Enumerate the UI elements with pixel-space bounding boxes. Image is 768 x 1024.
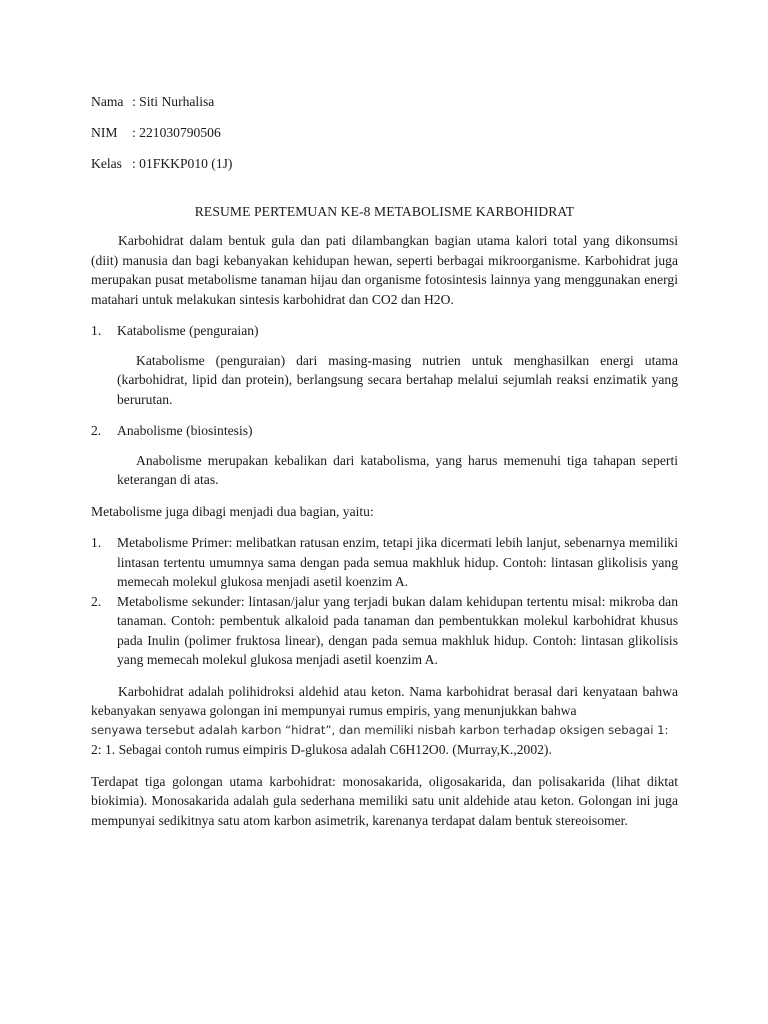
document-title: RESUME PERTEMUAN KE-8 METABOLISME KARBOHIDRAT <box>194 203 575 219</box>
list-item <box>91 533 678 592</box>
polyhydroxy-line-3: 2: 1. Sebagai contoh rumus eimpiris D-glukosa adalah C6H12O0. (Murray,K.,2002). <box>91 742 552 757</box>
name-value: : Siti Nurhalisa <box>132 94 215 109</box>
anabolism-paragraph: Anabolisme merupakan kebalikan dari katabolisma, yang harus memenuhi tiga tahapan seperti keterangan di atas. <box>117 452 678 487</box>
polyhydroxy-line-2: senyawa tersebut adalah karbon “hidrat”, dan memiliki nisbah karbon terhadap oksigen sebagai 1: <box>91 722 669 737</box>
polyhydroxy-line-1: Karbohidrat adalah polihidroksi aldehid atau keton. Nama karbohidrat berasal dari kenyataan bahwa kebanyakan senyawa golongan ini mempunyai rumus empiris, yang menunjukkan bahwa <box>91 683 678 718</box>
catabolism-item <box>91 321 678 409</box>
document-page <box>91 92 678 830</box>
name-label: Nama <box>91 94 124 109</box>
identity-nim-row <box>91 123 678 143</box>
division-intro: Metabolisme juga dibagi menjadi dua bagian, yaitu: <box>91 503 374 519</box>
list-heading: Katabolisme (penguraian) <box>117 323 259 338</box>
class-label: Kelas <box>91 156 122 171</box>
list-heading: Anabolisme (biosintesis) <box>117 423 253 438</box>
identity-name-row <box>91 92 678 112</box>
polyhydroxy-paragraph <box>91 682 678 760</box>
list-number: 2. <box>91 593 102 609</box>
intro-paragraph: Karbohidrat dalam bentuk gula dan pati dilambangkan bagian utama kalori total yang dikonsumsi (diit) manusia dan bagi kebanyakan kehidupan hewan, seperti berbagai mikroorganisme. Karbohidrat juga merupakan pusat metabolisme tanaman hijau dan organisme fotosintesis lainnya yang menggunakan energi matahari untuk melakukan sintesis karbohidrat dan CO2 dan H2O. <box>91 233 678 307</box>
list-number: 1. <box>91 535 102 550</box>
primary-metabolism-text: Metabolisme Primer: melibatkan ratusan enzim, tetapi jika dicermati lebih lanjut, sebenarnya memiliki lintasan tertentu umumnya sama dengan pada semua makhluk hidup. Contoh: lintasan glikolisis yang memecah molekul glukosa menjadi asetil koenzim A. <box>117 535 678 589</box>
anabolism-item <box>91 421 678 490</box>
list-number: 2. <box>91 423 102 438</box>
metabolism-types-list <box>91 533 678 670</box>
list-item <box>91 592 678 670</box>
class-value: : 01FKKP010 (1J) <box>132 156 233 171</box>
nim-value: : 221030790506 <box>132 125 221 140</box>
secondary-metabolism-text: Metabolisme sekunder: lintasan/jalur yang terjadi bukan dalam kehidupan tertentu misal: mikroba dan tanaman. Contoh: pembentuk alkaloid pada tanaman dan pembentukkan molekul karbohidrat khusus pada Inulin (polimer fruktosa linear), dengan pada semua makhluk hidup. Contoh: lintasan glikolisis yang memecah molekul glukosa menjadi asetil koenzim A. <box>117 593 678 667</box>
identity-class-row <box>91 154 678 174</box>
catabolism-paragraph: Katabolisme (penguraian) dari masing-masing nutrien untuk menghasilkan energi utama (karbohidrat, lipid dan protein), berlangsung secara bertahap melalui sejumlah reaksi enzimatik yang berurutan. <box>117 352 678 407</box>
groups-paragraph: Terdapat tiga golongan utama karbohidrat: monosakarida, oligosakarida, dan polisakarida (lihat diktat biokimia). Monosakarida adalah gula sederhana memiliki satu unit aldehide atau keton. Golongan ini juga mempunyai sedikitnya satu atom karbon asimetrik, karenanya terdapat dalam bentuk stereoisomer. <box>91 773 678 828</box>
list-number: 1. <box>91 323 102 338</box>
nim-label: NIM <box>91 125 118 140</box>
